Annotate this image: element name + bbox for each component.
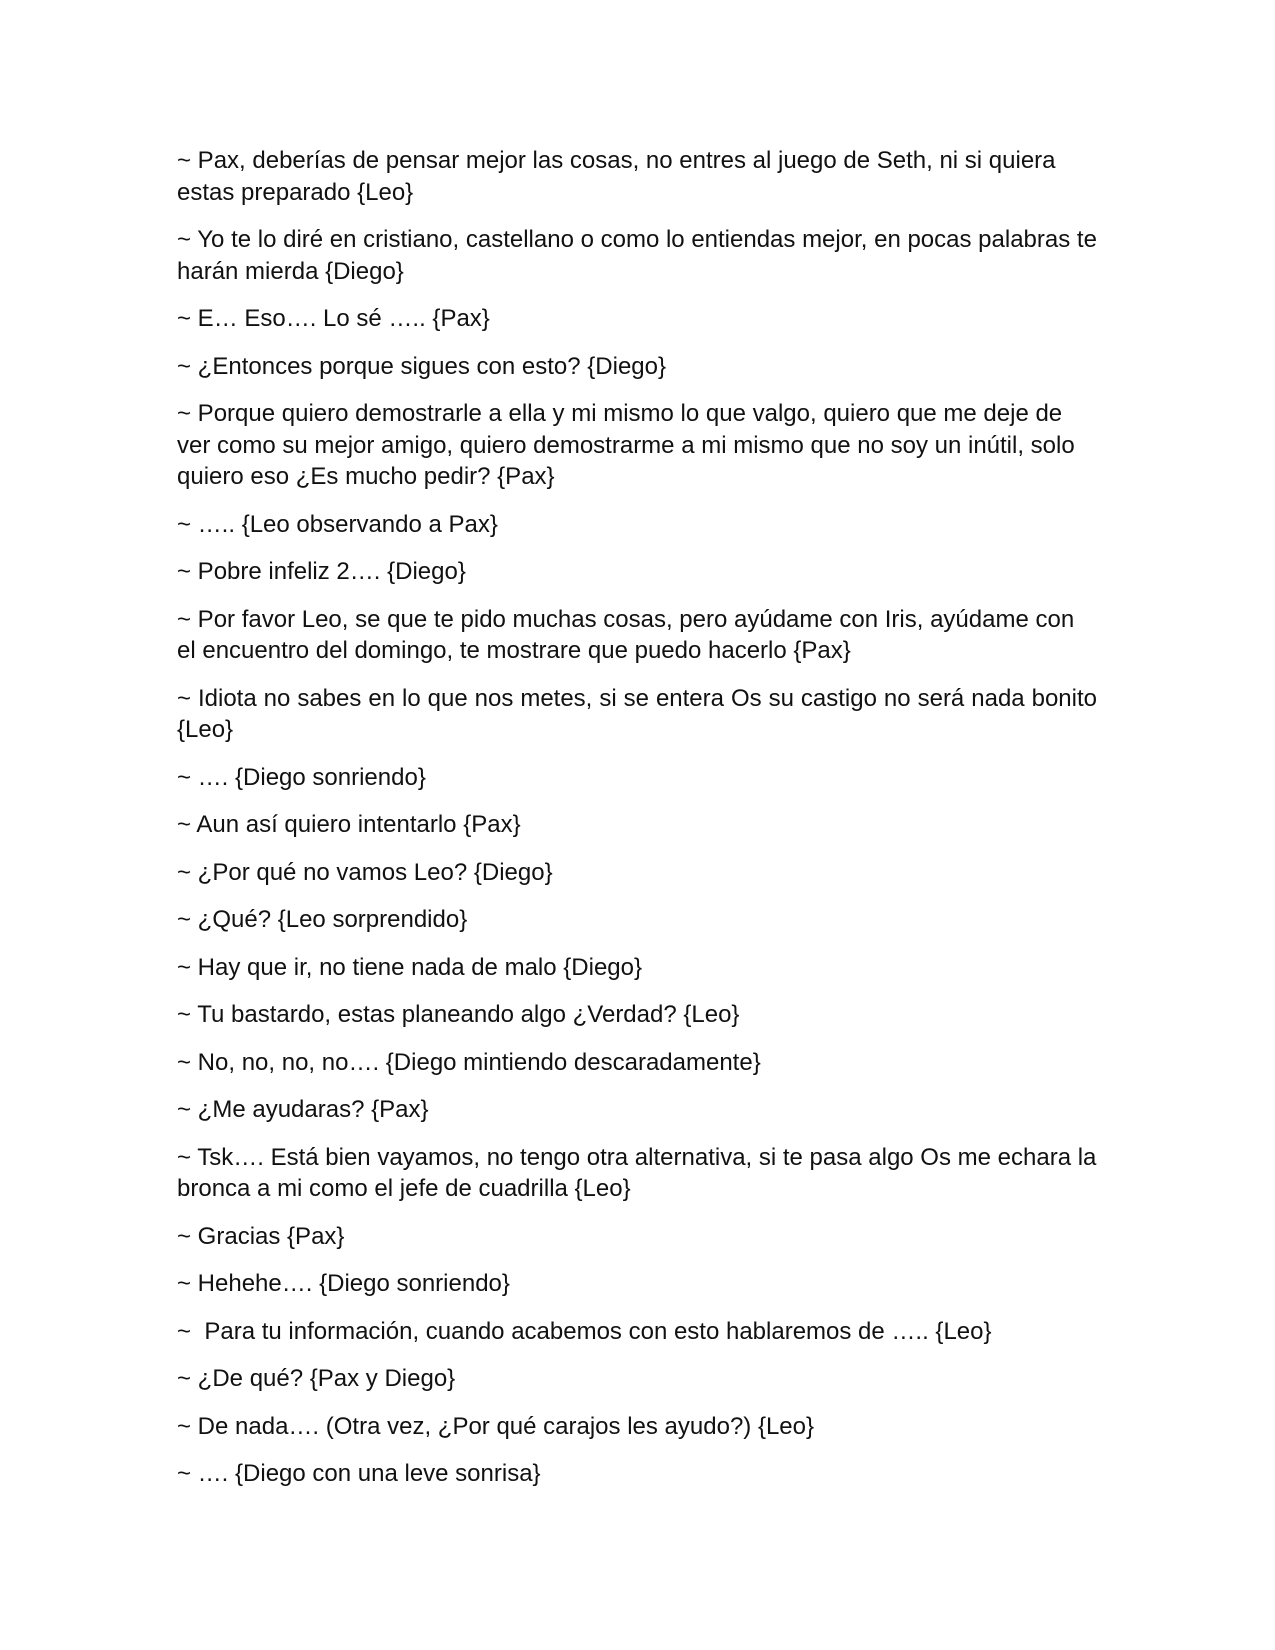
dialogue-line: ~ ¿Me ayudaras? {Pax} (177, 1096, 429, 1123)
dialogue-line: ~ Pax, deberías de pensar mejor las cosas, no entres al juego de Seth, ni si quiera estas preparado {Leo} (177, 147, 1063, 206)
dialogue-line: ~ Tu bastardo, estas planeando algo ¿Verdad? {Leo} (177, 1001, 740, 1028)
dialogue-line: ~ Porque quiero demostrarle a ella y mi mismo lo que valgo, quiero que me deje de ver como su mejor amigo, quiero demostrarme a mi mismo que no soy un inútil, solo quiero eso ¿Es mucho pedir? {Pax} (177, 400, 1082, 490)
dialogue-line: ~ De nada…. (Otra vez, ¿Por qué carajos les ayudo?) {Leo} (177, 1412, 815, 1440)
dialogue-line: ~ Hehehe…. {Diego sonriendo} (177, 1270, 510, 1297)
dialogue-line: ~ ….. {Leo observando a Pax} (177, 510, 498, 538)
dialogue-line: ~ Para tu información, cuando acabemos con esto hablaremos de ….. {Leo} (177, 1317, 992, 1345)
dialogue-line: ~ Pobre infeliz 2…. {Diego} (177, 558, 466, 585)
dialogue-line: ~ …. {Diego sonriendo} (177, 763, 426, 791)
dialogue-line: ~ ¿De qué? {Pax y Diego} (177, 1365, 456, 1392)
dialogue-line: ~ E… Eso…. Lo sé ….. {Pax} (177, 305, 490, 332)
dialogue-line: ~ Yo te lo diré en cristiano, castellano o como lo entiendas mejor, en pocas palabras te harán mierda {Diego} (177, 226, 1104, 285)
dialogue-line: ~ ¿Qué? {Leo sorprendido} (177, 906, 468, 933)
dialogue-line: ~ ¿Por qué no vamos Leo? {Diego} (177, 858, 553, 886)
dialogue-line: ~ …. {Diego con una leve sonrisa} (177, 1460, 541, 1487)
dialogue-line: ~ ¿Entonces porque sigues con esto? {Diego} (177, 352, 666, 380)
dialogue-text (177, 145, 1104, 1506)
dialogue-line: ~ Tsk…. Está bien vayamos, no tengo otra alternativa, si te pasa algo Os me echara la bronca a mi como el jefe de cuadrilla {Leo} (177, 1143, 1104, 1202)
dialogue-line: ~ Gracias {Pax} (177, 1222, 345, 1250)
dialogue-line: ~ Aun así quiero intentarlo {Pax} (177, 811, 521, 838)
dialogue-line: ~ Hay que ir, no tiene nada de malo {Diego} (177, 953, 642, 981)
dialogue-line: ~ Idiota no sabes en lo que nos metes, si se entera Os su castigo no será nada bonito {Leo} (177, 684, 1104, 743)
dialogue-line: ~ Por favor Leo, se que te pido muchas cosas, pero ayúdame con Iris, ayúdame con el encuentro del domingo, te mostrare que puedo hacerlo {Pax} (177, 605, 1081, 664)
dialogue-line: ~ No, no, no, no…. {Diego mintiendo descaradamente} (177, 1048, 761, 1076)
